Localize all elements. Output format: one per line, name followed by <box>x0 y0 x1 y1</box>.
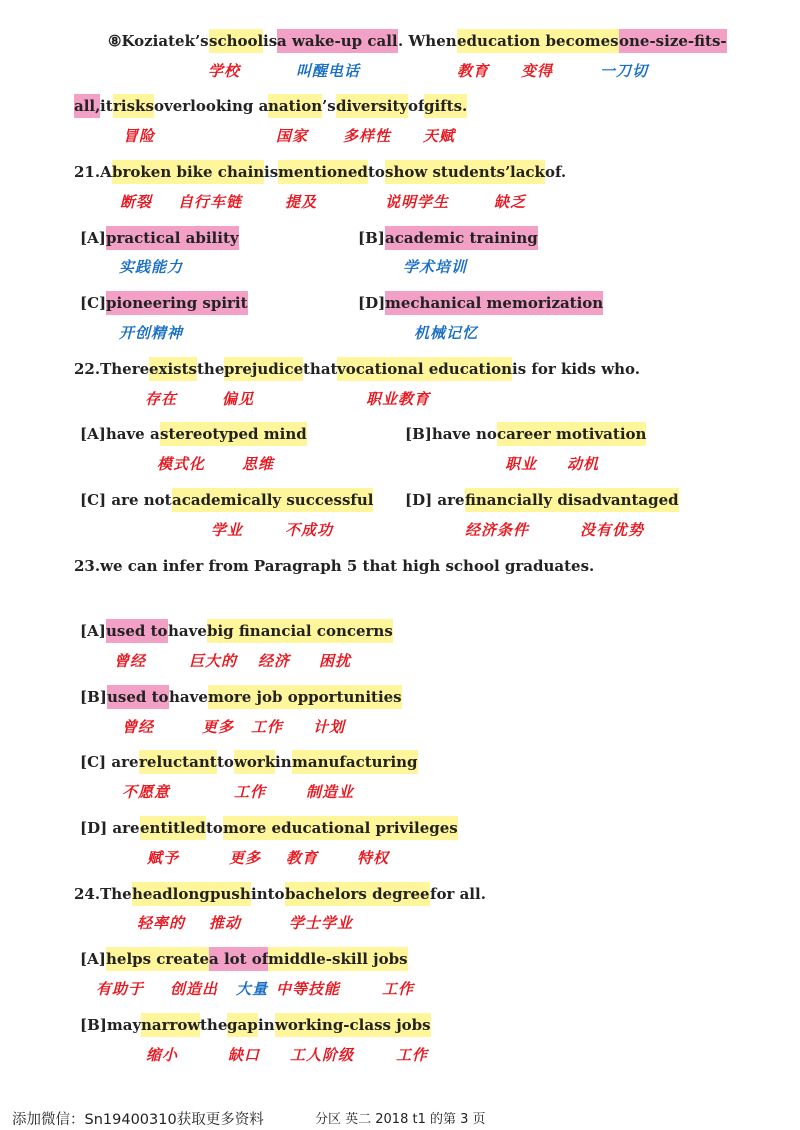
text-run: 24.The <box>74 885 132 903</box>
annotation-word: 巨大的 <box>189 652 238 670</box>
text-run: [B] <box>358 229 385 247</box>
handwritten-annotation-ann-q21 <box>0 192 800 214</box>
handwritten-annotation-ann-para8 <box>0 61 800 83</box>
text-run: the <box>197 360 225 378</box>
annotation-word: 不愿意 <box>122 783 171 801</box>
annotation-word: 工作 <box>396 1046 429 1064</box>
text-run: ’s <box>322 97 336 115</box>
yellow-highlight: stereotyped mind <box>160 422 307 446</box>
text-run: into <box>251 885 285 903</box>
annotation-word: 曾经 <box>122 718 155 736</box>
pink-highlight: academic training <box>385 226 538 250</box>
annotation-word: 自行车链 <box>178 193 243 211</box>
pink-highlight: pioneering spirit <box>106 291 248 315</box>
handwritten-annotation-ann-q22 <box>0 389 800 411</box>
annotation-word: 有助于 <box>96 980 145 998</box>
text-run: [A] <box>80 950 106 968</box>
handwritten-annotation-ann-q22ab <box>0 454 800 476</box>
annotation-word: 不成功 <box>285 521 334 539</box>
annotation-word: 变得 <box>521 62 554 80</box>
pink-highlight: mechanical memorization <box>385 291 603 315</box>
annotation-word: 经济 <box>258 652 291 670</box>
text-run: to <box>217 753 234 771</box>
annotation-word: 制造业 <box>306 783 355 801</box>
yellow-highlight: diversity <box>336 94 408 118</box>
text-run: 21.A <box>74 163 112 181</box>
pink-highlight: a wake-up call <box>277 29 398 53</box>
annotation-word: 学士学业 <box>289 914 354 932</box>
annotation-word: 断裂 <box>120 193 153 211</box>
text-run: ⑧Koziatek’s <box>108 32 209 50</box>
yellow-highlight: reluctant <box>139 750 217 774</box>
annotation-word: 天赋 <box>423 127 456 145</box>
annotation-word: 创造出 <box>170 980 219 998</box>
text-run: to <box>368 163 385 181</box>
handwritten-annotation-ann-q23a <box>0 651 800 673</box>
yellow-highlight: middle-skill jobs <box>268 947 408 971</box>
yellow-highlight: financially disadvantaged <box>465 488 679 512</box>
annotation-word: 工人阶级 <box>290 1046 355 1064</box>
yellow-highlight: broken bike chain <box>112 160 264 184</box>
text-run: the <box>200 1016 228 1034</box>
yellow-highlight: big financial concerns <box>207 619 393 643</box>
annotation-word: 机械记忆 <box>414 324 479 342</box>
annotation-word: 缺口 <box>228 1046 261 1064</box>
handwritten-annotation-ann-q21cd <box>0 323 800 345</box>
pink-highlight: practical ability <box>106 226 239 250</box>
text-run: 23.we can infer from Paragraph 5 that high school graduates. <box>74 557 595 575</box>
annotation-word: 叫醒电话 <box>296 62 361 80</box>
text-run: [A] <box>80 622 106 640</box>
yellow-highlight: education becomes <box>457 29 619 53</box>
pink-highlight: used to <box>106 619 168 643</box>
text-run: [D] are <box>405 491 465 509</box>
annotation-word: 教育 <box>457 62 490 80</box>
yellow-highlight: school <box>209 29 263 53</box>
text-run: [C] are not <box>80 491 172 509</box>
annotation-word: 多样性 <box>343 127 392 145</box>
handwritten-annotation-ann-q24 <box>0 913 800 935</box>
yellow-highlight: narrow <box>141 1013 200 1037</box>
text-run: of. <box>545 163 567 181</box>
annotation-word: 曾经 <box>114 652 147 670</box>
yellow-highlight: mentioned <box>278 160 368 184</box>
annotation-word: 教育 <box>286 849 319 867</box>
annotation-word: 思维 <box>242 455 275 473</box>
yellow-highlight: gap <box>227 1013 258 1037</box>
text-run: [A]have a <box>80 425 160 443</box>
annotation-word: 偏见 <box>222 390 255 408</box>
annotation-word: 动机 <box>567 455 600 473</box>
handwritten-annotation-ann-q22cd <box>0 520 800 542</box>
annotation-word: 赋予 <box>147 849 180 867</box>
yellow-highlight: show students’ <box>385 160 510 184</box>
annotation-word: 困扰 <box>319 652 352 670</box>
yellow-highlight: career motivation <box>497 422 646 446</box>
yellow-highlight: vocational education <box>337 357 512 381</box>
yellow-highlight: work <box>234 750 275 774</box>
text-run: is <box>264 163 279 181</box>
annotation-word: 工作 <box>382 980 415 998</box>
text-run: of <box>408 97 425 115</box>
text-run: [B] <box>80 688 107 706</box>
text-run: [C] are <box>80 753 139 771</box>
yellow-highlight: prejudice <box>224 357 303 381</box>
annotation-word: 说明学生 <box>385 193 450 211</box>
annotation-word: 职业 <box>505 455 538 473</box>
text-run: have <box>169 688 208 706</box>
yellow-highlight: nation <box>268 94 322 118</box>
text-run: is for kids who. <box>512 360 640 378</box>
handwritten-annotation-ann-q21ab <box>0 257 800 279</box>
pink-highlight: all, <box>74 94 100 118</box>
text-run: in <box>258 1016 275 1034</box>
handwritten-annotation-ann-q23b <box>0 717 800 739</box>
text-run: have <box>168 622 207 640</box>
yellow-highlight: working-class jobs <box>275 1013 431 1037</box>
yellow-highlight: more job opportunities <box>208 685 402 709</box>
yellow-highlight: lack <box>510 160 545 184</box>
footer-page-info: 分区 英二 2018 t1 的第 3 页 <box>315 1112 486 1127</box>
pink-highlight: used to <box>107 685 169 709</box>
pink-highlight: one-size-fits- <box>619 29 727 53</box>
text-run: [B]may <box>80 1016 142 1034</box>
yellow-highlight: bachelors degree <box>285 882 430 906</box>
text-run: [B]have no <box>405 425 497 443</box>
annotation-word: 提及 <box>285 193 318 211</box>
annotation-word: 缩小 <box>146 1046 179 1064</box>
yellow-highlight: academically successful <box>172 488 373 512</box>
yellow-highlight: gifts. <box>424 94 467 118</box>
text-run: [A] <box>80 229 106 247</box>
page-footer <box>0 1106 800 1130</box>
text-run: [D] are <box>80 819 140 837</box>
text-run: . When <box>398 32 457 50</box>
yellow-highlight: risks <box>113 94 154 118</box>
text-run: [D] <box>358 294 386 312</box>
text-run: is <box>263 32 278 50</box>
footer-wechat-note: 添加微信：Sn19400310获取更多资料 <box>12 1112 264 1128</box>
text-run: that <box>303 360 338 378</box>
annotation-word: 国家 <box>276 127 309 145</box>
text-run: overlooking a <box>154 97 269 115</box>
yellow-highlight: headlong <box>132 882 210 906</box>
annotation-word: 学校 <box>208 62 241 80</box>
annotation-word: 职业教育 <box>366 390 431 408</box>
pink-highlight: a lot of <box>209 947 268 971</box>
handwritten-annotation-ann-q23c <box>0 782 800 804</box>
annotation-word: 工作 <box>234 783 267 801</box>
annotation-word: 存在 <box>145 390 178 408</box>
annotation-word: 学术培训 <box>403 258 468 276</box>
text-run: it <box>100 97 113 115</box>
annotation-word: 特权 <box>357 849 390 867</box>
annotation-word: 实践能力 <box>119 258 184 276</box>
annotation-word: 经济条件 <box>465 521 530 539</box>
annotation-word: 没有优势 <box>580 521 645 539</box>
handwritten-annotation-ann-q23d <box>0 848 800 870</box>
annotation-word: 计划 <box>313 718 346 736</box>
text-run: 22.There <box>74 360 150 378</box>
text-run: to <box>206 819 223 837</box>
handwritten-annotation-ann-para8b <box>0 126 800 148</box>
annotation-word: 开创精神 <box>119 324 184 342</box>
annotation-word: 缺乏 <box>494 193 527 211</box>
annotation-word: 一刀切 <box>600 62 649 80</box>
annotation-word: 工作 <box>251 718 284 736</box>
annotation-word: 推动 <box>209 914 242 932</box>
handwritten-annotation-ann-q24a <box>0 979 800 1001</box>
annotation-word: 学业 <box>211 521 244 539</box>
handwritten-annotation-ann-q24b <box>0 1045 800 1067</box>
text-run: [C] <box>80 294 107 312</box>
annotation-word: 大量 <box>236 980 269 998</box>
text-run: in <box>275 753 292 771</box>
annotation-word: 更多 <box>202 718 235 736</box>
text-run: for all. <box>430 885 486 903</box>
yellow-highlight: entitled <box>140 816 206 840</box>
annotation-word: 冒险 <box>123 127 156 145</box>
yellow-highlight: helps create <box>106 947 209 971</box>
yellow-highlight: push <box>210 882 251 906</box>
yellow-highlight: more educational privileges <box>223 816 458 840</box>
yellow-highlight: manufacturing <box>292 750 418 774</box>
yellow-highlight: exists <box>149 357 197 381</box>
annotation-word: 更多 <box>229 849 262 867</box>
annotation-word: 模式化 <box>157 455 206 473</box>
annotation-word: 轻率的 <box>137 914 186 932</box>
annotation-word: 中等技能 <box>276 980 341 998</box>
